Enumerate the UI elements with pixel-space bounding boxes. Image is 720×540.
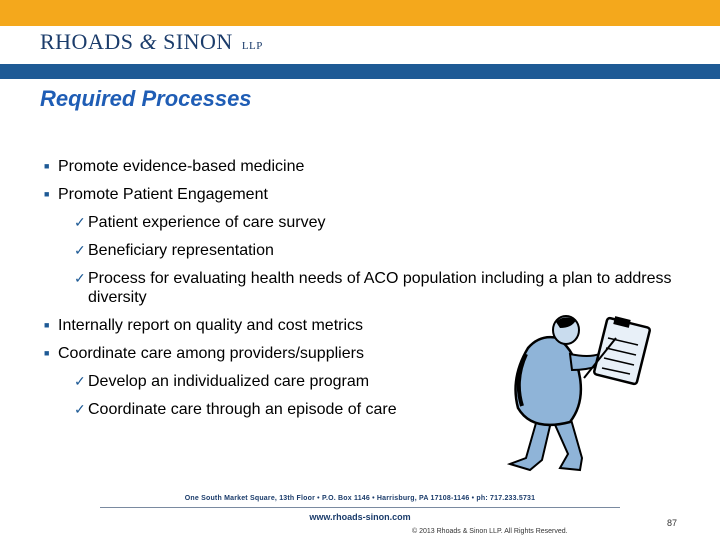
bullet-text: Promote Patient Engagement <box>58 186 268 203</box>
logo-name: RHOADS <box>40 29 134 54</box>
checkmark-icon: ✓ <box>74 401 86 417</box>
page-number: 87 <box>667 518 678 528</box>
sub-bullet-text: Beneficiary representation <box>88 242 274 259</box>
businessman-with-clipboard-icon <box>480 308 670 478</box>
bullet-text: Coordinate care among providers/suppliers <box>58 345 364 362</box>
logo-ampersand: & <box>139 29 158 54</box>
square-bullet-icon: ■ <box>44 189 50 199</box>
square-bullet-icon: ■ <box>44 161 50 171</box>
square-bullet-icon: ■ <box>44 320 50 330</box>
logo-name-2: SINON <box>163 29 233 54</box>
sub-bullet-text: Coordinate care through an episode of care <box>88 401 397 418</box>
checkmark-icon: ✓ <box>74 373 86 389</box>
copyright-notice: © 2013 Rhoads & Sinon LLP. All Rights Reserved. <box>412 528 568 535</box>
checkmark-icon: ✓ <box>74 242 86 258</box>
bullet-text: Internally report on quality and cost metrics <box>58 317 364 334</box>
checkmark-icon: ✓ <box>74 270 86 286</box>
sub-bullet-item <box>74 269 694 307</box>
sub-bullet-item <box>74 241 694 260</box>
bullet-item <box>44 157 694 176</box>
slide-title: Required Processes <box>40 86 252 111</box>
footer-address: One South Market Square, 13th Floor • P.O. Box 1146 • Harrisburg, PA 17108-1146 • ph: 717.233.5731 <box>184 495 536 502</box>
square-bullet-icon: ■ <box>44 348 50 358</box>
sub-bullet-item <box>74 213 694 232</box>
sub-bullet-text: Patient experience of care survey <box>88 214 326 231</box>
sub-bullet-text: Process for evaluating health needs of ACO population including a plan to address diversity <box>88 270 672 306</box>
sub-bullet-text: Develop an individualized care program <box>88 373 370 390</box>
logo-suffix: LLP <box>241 40 263 52</box>
checkmark-icon: ✓ <box>74 214 86 230</box>
bullet-item <box>44 185 694 204</box>
top-orange-bar <box>0 0 720 26</box>
firm-logo <box>40 29 263 55</box>
footer-website: www.rhoads-sinon.com <box>309 512 411 522</box>
bullet-text: Promote evidence-based medicine <box>58 158 305 175</box>
header-blue-bar <box>0 64 720 79</box>
footer-divider <box>100 507 620 508</box>
